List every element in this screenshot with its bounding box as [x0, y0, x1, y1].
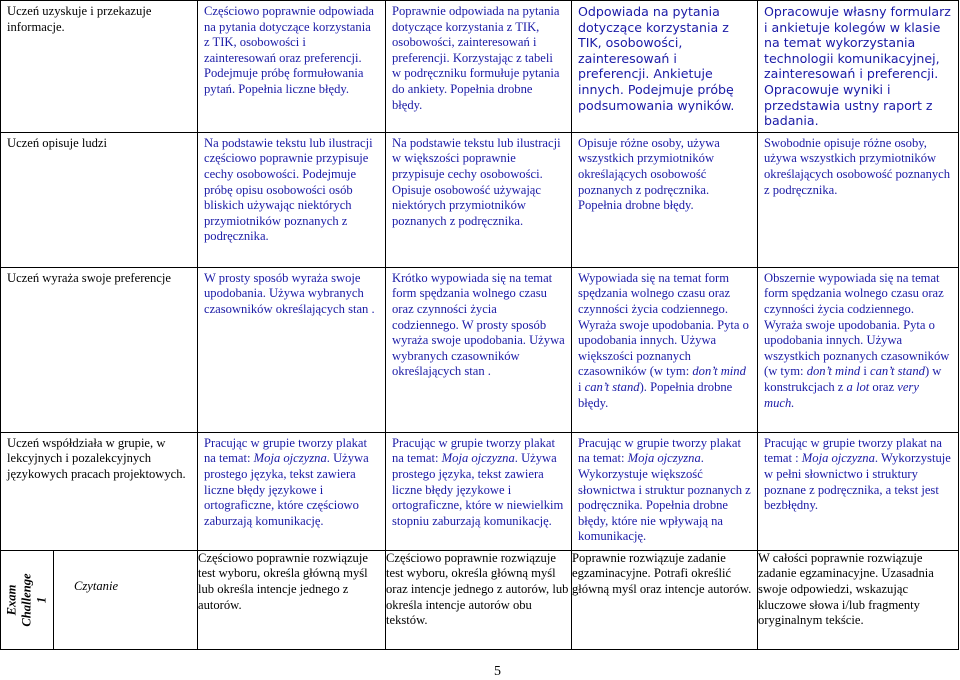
cell-text: Pracując w grupie tworzy plakat na temat:	[204, 435, 367, 466]
page-number: 5	[494, 664, 501, 679]
level-2-cell: Na podstawie tekstu lub ilustracji w większości poprawnie przypisuje cechy osobowości. Opisuje osobowość używając niektórych przymiotników poznanych z podręcznika.	[386, 132, 572, 267]
level-4-cell: Swobodnie opisuje różne osoby, używa wszystkich przymiotników określających osobowość poznanych z podręcznika.	[758, 132, 959, 267]
level-1-cell: Częściowo poprawnie rozwiązuje test wyboru, określa główną myśl lub określa intencje jednego z autorów.	[198, 550, 386, 649]
cell-text: i	[860, 364, 871, 379]
criterion-cell: Uczeń uzyskuje i przekazuje informacje.	[1, 1, 198, 133]
level-2-cell: Częściowo poprawnie rozwiązuje test wyboru, określa główną myśl oraz intencje jednego z autorów, lub określa intencje autorów obu tekstów.	[386, 550, 572, 649]
exam-challenge-label-box	[1, 551, 54, 649]
level-4-cell: Opracowuje własny formularz i ankietuje kolegów w klasie na temat wykorzystania technologii komunikacyjnej, zainteresowań i preferencji. Opracowuje wyniki i przedstawia ustny raport z badania.	[758, 1, 959, 133]
cell-text: Pracując w grupie tworzy plakat na temat:	[578, 435, 741, 466]
level-4-cell	[758, 267, 959, 432]
level-2-cell	[386, 432, 572, 550]
level-2-cell: Krótko wypowiada się na temat form spędzania wolnego czasu oraz czynności życia codziennego. W prosty sposób wyraża swoje upodobania. Używa wybranych czasowników określających stan .	[386, 267, 572, 432]
cell-text-italic: don’t mind	[806, 364, 861, 379]
level-3-cell	[572, 432, 758, 550]
level-3-cell: Poprawnie rozwiązuje zadanie egzaminacyjne. Potrafi określić główną myśl oraz intencje autorów.	[572, 550, 758, 649]
level-4-cell	[758, 432, 959, 550]
criterion-cell: Uczeń wyraża swoje preferencje	[1, 267, 198, 432]
cell-text-italic: a lot	[846, 379, 870, 394]
cell-text: . Używa prostego języka, tekst zawiera liczne błędy językowe i ortograficzne, które częściowo zaburzają komunikację.	[204, 451, 369, 528]
cell-text-italic: Moja ojczyzna	[253, 451, 327, 466]
cell-text: . Wykorzystuje większość słownictwa i struktur poznanych z podręcznika. Popełnia drobne błędy, które nie wpływają na komunikację.	[578, 451, 751, 544]
table-row	[1, 432, 959, 550]
table-row	[1, 550, 959, 649]
cell-text: Pracując w grupie tworzy plakat na temat:	[392, 435, 555, 466]
skill-label: Czytanie	[74, 578, 119, 593]
level-1-cell	[198, 432, 386, 550]
level-1-cell: W prosty sposób wyraża swoje upodobania. Używa wybranych czasowników określających stan .	[198, 267, 386, 432]
criterion-cell: Uczeń opisuje ludzi	[1, 132, 198, 267]
level-3-cell: Odpowiada na pytania dotyczące korzystania z TIK, osobowości, zainteresowań i preferencji. Ankietuje innych. Podejmuje próbę podsumowania wyników.	[572, 1, 758, 133]
exam-challenge-block	[1, 551, 197, 649]
table-row	[1, 132, 959, 267]
table-row	[1, 1, 959, 133]
cell-text-italic: Moja ojczyzna	[627, 451, 701, 466]
cell-text: Pracując w grupie tworzy plakat na temat :	[764, 435, 942, 466]
cell-text: . Używa prostego języka, tekst zawiera liczne błędy językowe i ortograficzne, które w niewielkim stopniu zaburzają komunikację.	[392, 451, 564, 528]
cell-text: oraz	[869, 379, 898, 394]
cell-text-italic: can’t stand	[870, 364, 925, 379]
cell-text-italic: Moja ojczyzna	[441, 451, 515, 466]
cell-text: Wypowiada się na temat form spędzania wolnego czasu oraz czynności życia codziennego. Wyraża swoje upodobania. Pyta o upodobania innych. Używa większości poznanych czasowników (w tym:	[578, 270, 749, 379]
level-1-cell: Na podstawie tekstu lub ilustracji częściowo poprawnie przypisuje cechy osobowości. Podejmuje próbę opisu osobowości osób bliskich używając niektórych przymiotników poznanych z podręcznika.	[198, 132, 386, 267]
cell-text: . Wykorzystuje w pełni słownictwo i struktury poznane z podręcznika, a tekst jest bezbłędny.	[764, 451, 951, 513]
criterion-cell: Uczeń współdziała w grupie, w lekcyjnych i pozalekcyjnych językowych pracach projektowych.	[1, 432, 198, 550]
cell-text: Obszernie wypowiada się na temat form spędzania wolnego czasu oraz czynności życia codziennego. Wyraża swoje upodobania. Pyta o upodobania innych. Używa wszystkich poznanych czasowników (w tym:	[764, 270, 950, 379]
level-4-cell: W całości poprawnie rozwiązuje zadanie egzaminacyjne. Uzasadnia swoje odpowiedzi, wskazując kluczowe słowa i/lub fragmenty oryginalnym tekście.	[758, 550, 959, 649]
level-2-cell: Poprawnie odpowiada na pytania dotyczące korzystania z TIK, osobowości, zainteresowań i preferencji. Korzystając z tabeli w podręczniku formułuje pytania do ankiety. Popełnia drobne błędy.	[386, 1, 572, 133]
cell-text-italic: can’t stand	[584, 379, 640, 394]
exam-challenge-label: Exam Challenge 1	[4, 573, 49, 627]
cell-text: ). Popełnia drobne błędy.	[578, 379, 733, 410]
cell-text: i	[578, 379, 585, 394]
table-row	[1, 267, 959, 432]
cell-text: ) w konstrukcjach z	[764, 364, 942, 394]
level-3-cell: Opisuje różne osoby, używa wszystkich przymiotników określających osobowość poznanych z podręcznika. Popełnia drobne błędy.	[572, 132, 758, 267]
level-3-cell	[572, 267, 758, 432]
cell-text-italic: don’t mind	[692, 364, 746, 379]
cell-text-italic: Moja ojczyzna	[801, 451, 875, 466]
level-1-cell: Częściowo poprawnie odpowiada na pytania dotyczące korzystania z TIK, osobowości i zainteresowań oraz preferencji. Podejmuje próbę formułowania pytań. Popełnia liczne błędy.	[198, 1, 386, 133]
criterion-cell	[1, 550, 198, 649]
cell-text-italic: very much.	[764, 379, 919, 410]
